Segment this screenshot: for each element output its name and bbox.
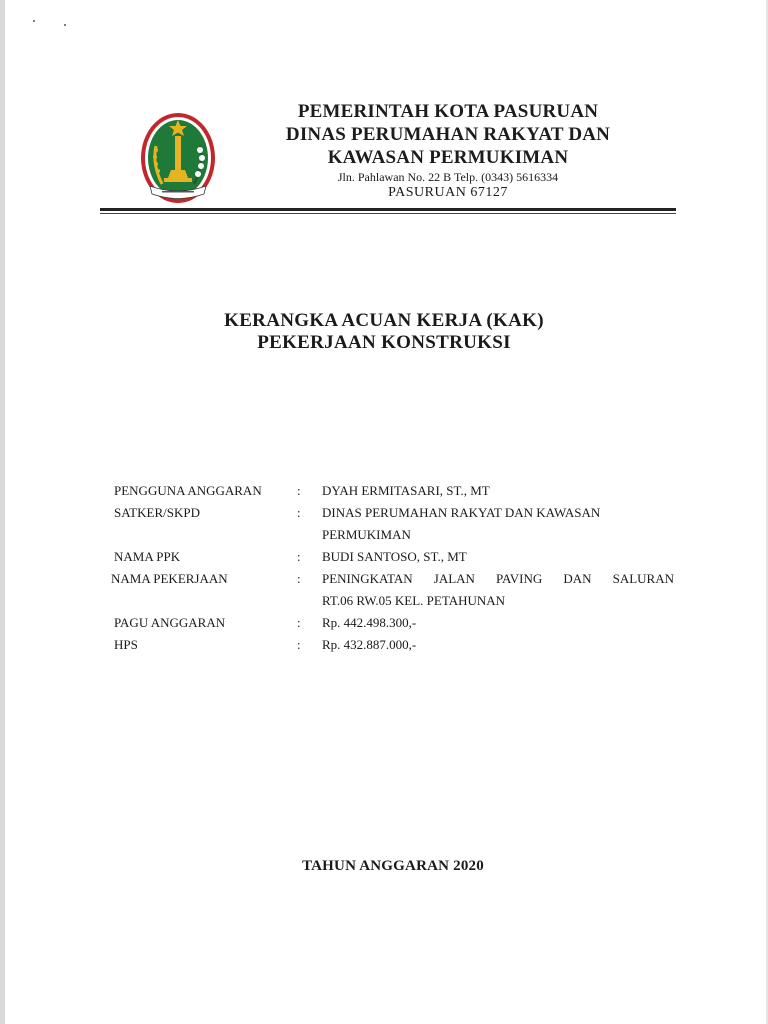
info-row-nama-pekerjaan	[111, 568, 674, 612]
pasuruan-city-emblem-icon	[138, 106, 220, 206]
agency-name-line2: KAWASAN PERMUKIMAN	[327, 147, 569, 168]
document-title-line1: KERANGKA ACUAN KERJA (KAK)	[224, 310, 544, 331]
government-name: PEMERINTAH KOTA PASURUAN	[297, 101, 599, 122]
agency-name-line1: DINAS PERUMAHAN RAKYAT DAN	[285, 124, 611, 145]
letterhead-rule-thick	[100, 208, 676, 211]
agency-address: Jln. Pahlawan No. 22 B Telp. (0343) 5616334	[337, 170, 559, 184]
info-value: Rp. 442.498.300,-	[322, 615, 417, 630]
info-row-nama-ppk	[114, 546, 674, 568]
info-label: NAMA PEKERJAAN	[111, 571, 228, 586]
agency-city: PASURUAN 67127	[388, 185, 508, 200]
letterhead	[100, 100, 676, 212]
info-label: HPS	[114, 637, 138, 652]
info-label: SATKER/SKPD	[114, 505, 200, 520]
info-value-line2: RT.06 RW.05 KEL. PETAHUNAN	[322, 593, 506, 608]
info-value: DYAH ERMITASARI, ST., MT	[322, 483, 490, 498]
info-separator: :	[297, 637, 301, 652]
info-value: Rp. 432.887.000,-	[322, 637, 417, 652]
letterhead-text	[220, 100, 676, 201]
info-row-satker	[114, 502, 674, 546]
info-row-pagu-anggaran	[114, 612, 674, 634]
info-value-line2: PERMUKIMAN	[322, 527, 411, 542]
document-title	[0, 310, 768, 354]
info-value: BUDI SANTOSO, ST., MT	[322, 549, 467, 564]
info-label: PAGU ANGGARAN	[114, 615, 226, 630]
info-table	[111, 480, 674, 656]
info-separator: :	[297, 615, 301, 630]
info-value	[322, 502, 674, 546]
info-row-pengguna-anggaran	[114, 480, 674, 502]
scan-speck	[33, 20, 35, 22]
scan-speck	[64, 24, 66, 26]
info-label: PENGGUNA ANGGARAN	[114, 483, 262, 498]
letterhead-rule-thin	[100, 213, 676, 214]
document-title-line2: PEKERJAAN KONSTRUKSI	[257, 332, 511, 353]
info-value-line1: PENINGKATAN JALAN PAVING DAN SALURAN	[322, 571, 674, 586]
info-value	[322, 568, 674, 612]
info-separator: :	[297, 483, 301, 498]
budget-year: TAHUN ANGGARAN 2020	[302, 858, 484, 874]
info-label: NAMA PPK	[114, 549, 181, 564]
info-row-hps	[114, 634, 674, 656]
info-separator: :	[297, 505, 301, 520]
info-separator: :	[297, 549, 301, 564]
info-value-line1: DINAS PERUMAHAN RAKYAT DAN KAWASAN	[322, 505, 601, 520]
info-separator: :	[297, 571, 301, 586]
